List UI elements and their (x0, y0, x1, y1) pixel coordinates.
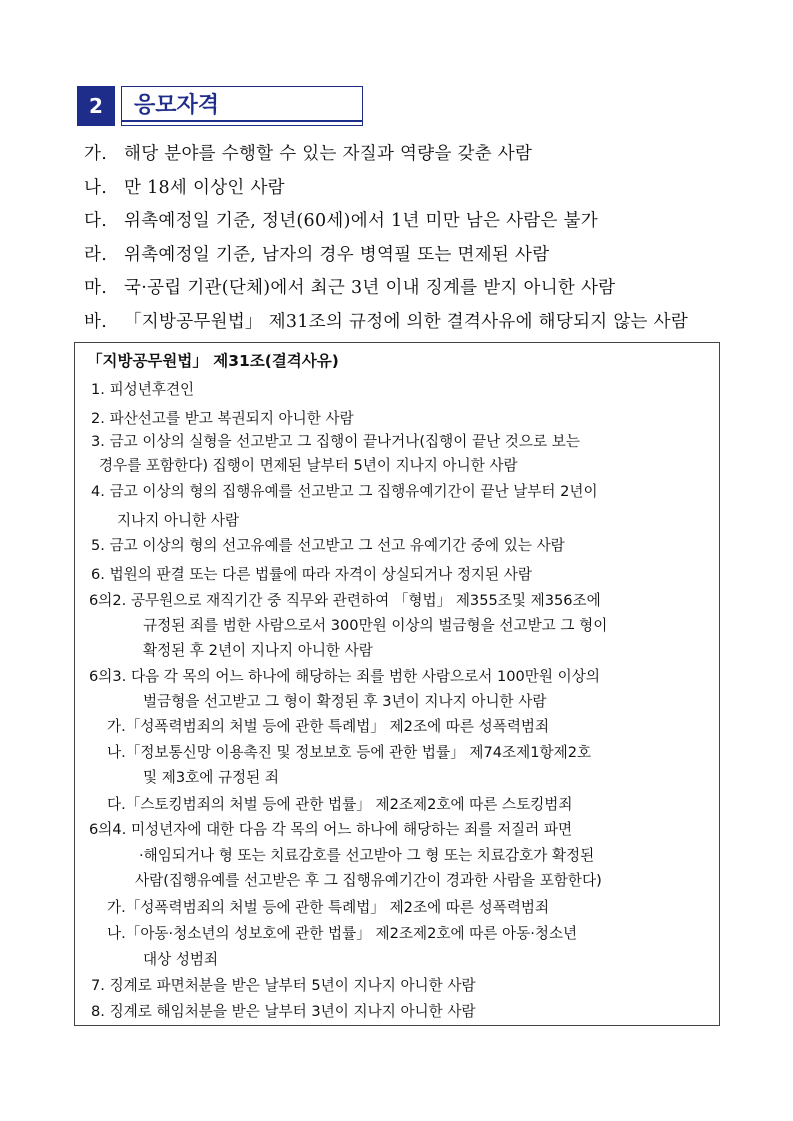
law-line: 벌금형을 선고받고 그 형이 확정된 후 3년이 지나지 아니한 사람 (143, 693, 547, 710)
law-line: 경우를 포함한다) 집행이 면제된 날부터 5년이 지나지 아니한 사람 (99, 457, 518, 474)
qualification-list (84, 138, 734, 339)
qualification-item (84, 272, 734, 306)
item-text: 국·공립 기관(단체)에서 최근 3년 이내 징계를 받지 아니한 사람 (124, 278, 616, 298)
law-line: 6. 법원의 판결 또는 다른 법률에 따라 자격이 상실되거나 정지된 사람 (91, 566, 532, 583)
law-box-title: 「지방공무원법」 제31조(결격사유) (87, 352, 339, 370)
law-line: 5. 금고 이상의 형의 선고유예를 선고받고 그 선고 유예기간 중에 있는 사람 (91, 537, 565, 554)
law-line: 6의2. 공무원으로 재직기간 중 직무와 관련하여 「형법」 제355조및 제356조에 (89, 592, 601, 609)
item-text: 위촉예정일 기준, 남자의 경우 병역필 또는 면제된 사람 (124, 244, 550, 265)
section-header (77, 86, 363, 126)
law-line: 나.「아동·청소년의 성보호에 관한 법률」 제2조제2호에 따른 아동·청소년 (107, 925, 578, 942)
law-line: 대상 성범죄 (143, 951, 219, 968)
law-line: 가.「성폭력범죄의 처벌 등에 관한 특례법」 제2조에 따른 성폭력범죄 (107, 899, 550, 916)
law-line: 다.「스토킹범죄의 처벌 등에 관한 법률」 제2조제2호에 따른 스토킹범죄 (107, 796, 573, 813)
qualification-item (84, 172, 734, 206)
disqualification-box (74, 342, 720, 1026)
law-line: 3. 금고 이상의 실형을 선고받고 그 집행이 끝나거나(집행이 끝난 것으로 보는 (91, 433, 580, 450)
item-marker: 다. (84, 211, 108, 231)
law-line: 규정된 죄를 범한 사람으로서 300만원 이상의 벌금형을 선고받고 그 형이 (143, 617, 608, 634)
qualification-item (84, 205, 734, 239)
law-line: 지나지 아니한 사람 (117, 512, 240, 529)
item-marker: 라. (84, 244, 108, 265)
law-line: 확정된 후 2년이 지나지 아니한 사람 (143, 642, 373, 659)
law-line: 4. 금고 이상의 형의 집행유예를 선고받고 그 집행유예기간이 끝난 날부터 2년이 (91, 483, 598, 500)
item-text: 해당 분야를 수행할 수 있는 자질과 역량을 갖춘 사람 (124, 144, 533, 164)
item-marker: 마. (84, 278, 108, 298)
law-line: ·해임되거나 형 또는 치료감호를 선고받아 그 형 또는 치료감호가 확정된 (139, 847, 595, 864)
law-line: 7. 징계로 파면처분을 받은 날부터 5년이 지나지 아니한 사람 (91, 977, 476, 994)
qualification-item (84, 239, 734, 273)
law-line: 가.「성폭력범죄의 처벌 등에 관한 특례법」 제2조에 따른 성폭력범죄 (107, 718, 550, 735)
item-text: 「지방공무원법」 제31조의 규정에 의한 결격사유에 해당되지 않는 사람 (124, 311, 689, 332)
law-line: 8. 징계로 해임처분을 받은 날부터 3년이 지나지 아니한 사람 (91, 1003, 476, 1020)
law-line: 6의4. 미성년자에 대한 다음 각 목의 어느 하나에 해당하는 죄를 저질러 파면 (89, 821, 573, 838)
item-marker: 가. (84, 144, 108, 164)
law-line: 사람(집행유예를 선고받은 후 그 집행유예기간이 경과한 사람을 포함한다) (135, 872, 602, 889)
law-line: 및 제3호에 규정된 죄 (143, 769, 279, 786)
item-marker: 바. (84, 311, 108, 332)
section-number-badge: 2 (77, 86, 115, 126)
qualification-item (84, 138, 734, 172)
item-text: 위촉예정일 기준, 정년(60세)에서 1년 미만 남은 사람은 불가 (124, 211, 598, 231)
law-line: 1. 피성년후견인 (91, 381, 195, 398)
item-marker: 나. (84, 177, 108, 198)
law-line: 2. 파산선고를 받고 복권되지 아니한 사람 (91, 410, 354, 427)
section-title: 응모자격 (121, 86, 363, 126)
qualification-item (84, 306, 734, 340)
item-text: 만 18세 이상인 사람 (124, 177, 285, 198)
law-line: 나.「정보통신망 이용촉진 및 정보보호 등에 관한 법률」 제74조제1항제2호 (107, 744, 592, 761)
law-line: 6의3. 다음 각 목의 어느 하나에 해당하는 죄를 범한 사람으로서 100만원 이상의 (89, 668, 600, 685)
